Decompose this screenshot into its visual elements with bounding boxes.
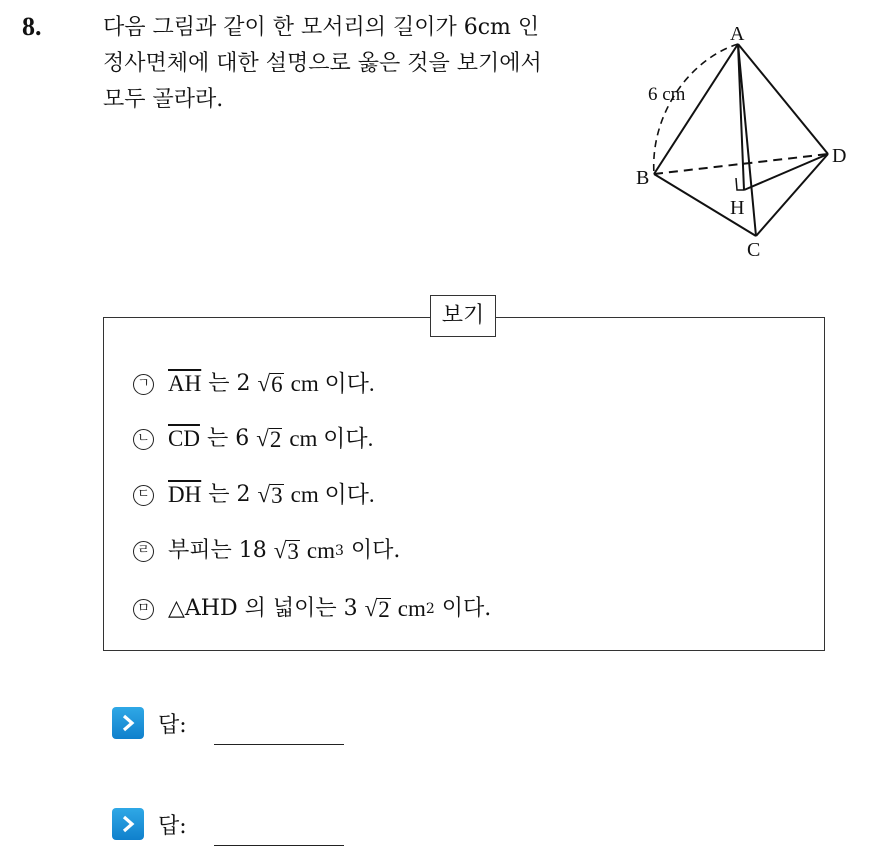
edge-bd-hidden bbox=[654, 154, 828, 174]
choice-text-2a: 는 6 bbox=[206, 426, 250, 451]
choice-text-4c: 이다. bbox=[350, 538, 401, 563]
sqrt-sign: √ bbox=[257, 482, 271, 507]
choice-marker-4: ㄹ bbox=[133, 541, 154, 562]
question-line-1: 다음 그림과 같이 한 모서리의 길이가 6cm 인 bbox=[103, 15, 540, 40]
choice-radicand-1: 6 bbox=[271, 371, 283, 397]
choice-radicand-4: 3 bbox=[287, 538, 299, 564]
tetrahedron-figure bbox=[620, 14, 860, 264]
answer-row-2 bbox=[112, 808, 187, 840]
choice-radicand-5: 2 bbox=[378, 596, 390, 622]
question-line-3: 모두 골라라. bbox=[103, 87, 224, 112]
choice-text-3a: 는 2 bbox=[208, 482, 251, 507]
choice-marker-2: ㄴ bbox=[133, 429, 154, 450]
choice-marker-1: ㄱ bbox=[133, 374, 154, 395]
choice-segment-1: $\overline{AH}$ bbox=[168, 371, 202, 396]
sqrt-sign: √ bbox=[256, 426, 269, 451]
question-text bbox=[103, 10, 623, 118]
answer-label-1: 답: bbox=[158, 712, 187, 738]
choice-exponent-4: 3 bbox=[334, 543, 344, 559]
choice-segment-3: $\overline{DH}$ bbox=[168, 482, 202, 507]
choice-text-5b: cm bbox=[397, 596, 426, 621]
choice-item-3 bbox=[133, 477, 375, 513]
choice-text-3b: cm 이다. bbox=[290, 482, 375, 507]
vertex-label-h: H bbox=[730, 197, 745, 219]
sqrt-sign: √ bbox=[273, 538, 287, 563]
vertex-label-a: A bbox=[730, 23, 745, 45]
answer-blank-2[interactable] bbox=[214, 845, 344, 846]
answer-row-1 bbox=[112, 707, 187, 739]
vertex-label-c: C bbox=[747, 239, 761, 261]
choice-text-5a: △AHD 의 넓이는 3 bbox=[168, 596, 358, 621]
choice-segment-2: $\overline{CD}$ bbox=[168, 426, 200, 451]
vertex-label-b: B bbox=[636, 167, 650, 189]
choice-text-4a: 부피는 18 bbox=[168, 538, 267, 563]
vertex-label-d: D bbox=[832, 145, 847, 167]
question-number: 8. bbox=[22, 12, 42, 41]
edge-ad bbox=[738, 44, 828, 154]
choice-text-5c: 이다. bbox=[441, 596, 492, 621]
sqrt-sign: √ bbox=[257, 371, 271, 396]
segment-hd bbox=[744, 154, 828, 190]
question-line-2: 정사면체에 대한 설명으로 옳은 것을 보기에서 bbox=[103, 51, 542, 76]
choice-text-1b: cm 이다. bbox=[290, 371, 375, 396]
choice-text-1a: 는 2 bbox=[208, 371, 251, 396]
chevron-right-icon bbox=[112, 808, 144, 840]
edge-length-label: 6 cm bbox=[648, 84, 686, 105]
choice-marker-3: ㄷ bbox=[133, 485, 154, 506]
choice-item-2 bbox=[133, 421, 373, 457]
choice-text-4b: cm bbox=[306, 538, 335, 563]
choice-marker-5: ㅁ bbox=[133, 599, 154, 620]
answer-blank-1[interactable] bbox=[214, 744, 344, 745]
choice-text-2b: cm 이다. bbox=[289, 426, 374, 451]
edge-cd bbox=[756, 154, 828, 236]
choice-item-4 bbox=[133, 533, 400, 569]
answer-label-2: 답: bbox=[158, 813, 187, 839]
choice-item-5 bbox=[133, 591, 491, 627]
choice-radicand-3: 3 bbox=[271, 482, 283, 508]
sqrt-sign: √ bbox=[364, 596, 378, 621]
choice-radicand-2: 2 bbox=[269, 426, 282, 452]
choice-item-1 bbox=[133, 366, 375, 402]
chevron-right-icon bbox=[112, 707, 144, 739]
choices-box-title: 보기 bbox=[430, 295, 496, 337]
choice-exponent-5: 2 bbox=[425, 601, 435, 617]
